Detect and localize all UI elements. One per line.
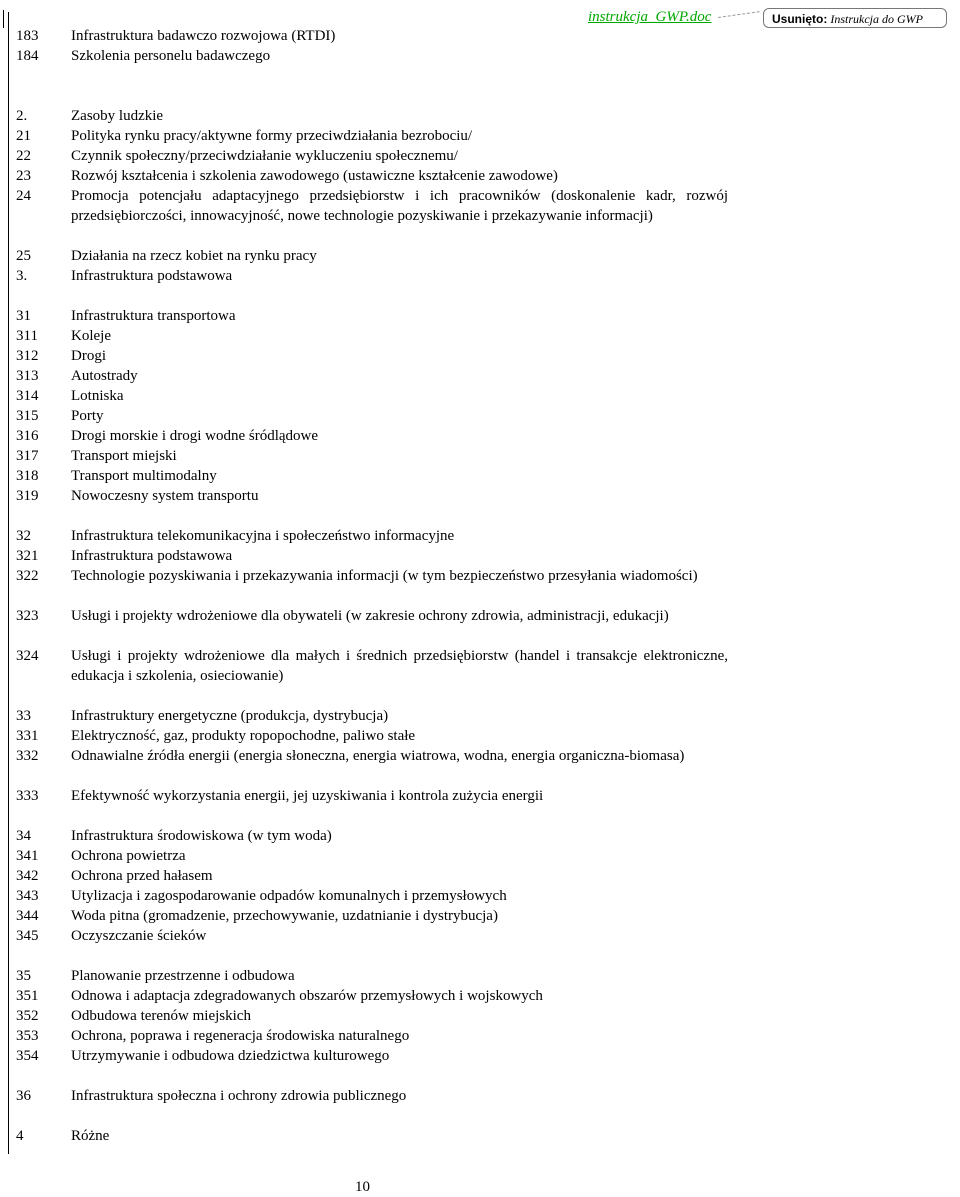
item-label: Infrastruktury energetyczne (produkcja, dystrybucja) bbox=[71, 708, 389, 724]
item-code: 322 bbox=[16, 568, 39, 584]
item-code: 354 bbox=[16, 1048, 39, 1064]
item-code: 343 bbox=[16, 888, 39, 904]
item-code: 32 bbox=[16, 528, 31, 544]
item-label: Infrastruktura środowiskowa (w tym woda) bbox=[71, 828, 332, 844]
item-label: Infrastruktura badawczo rozwojowa (RTDI) bbox=[71, 28, 336, 44]
revision-balloon-kind: Usunięto: bbox=[772, 12, 828, 26]
item-label: Rozwój kształcenia i szkolenia zawodowego (ustawiczne kształcenie zawodowe) bbox=[71, 168, 558, 184]
item-label: Działania na rzecz kobiet na rynku pracy bbox=[71, 248, 317, 264]
item-label: Autostrady bbox=[71, 368, 138, 384]
item-label: Koleje bbox=[71, 328, 111, 344]
item-label: Porty bbox=[71, 408, 104, 424]
item-label: Nowoczesny system transportu bbox=[71, 488, 259, 504]
item-label: Ochrona, poprawa i regeneracja środowiska naturalnego bbox=[71, 1028, 410, 1044]
item-label: Planowanie przestrzenne i odbudowa bbox=[71, 968, 295, 984]
page-number: 10 bbox=[355, 1179, 370, 1195]
item-code: 2. bbox=[16, 108, 28, 124]
item-label: Lotniska bbox=[71, 388, 124, 404]
item-code: 316 bbox=[16, 428, 39, 444]
item-code: 333 bbox=[16, 788, 39, 804]
item-code: 315 bbox=[16, 408, 39, 424]
item-code: 319 bbox=[16, 488, 39, 504]
item-code: 3. bbox=[16, 268, 28, 284]
item-label: Technologie pozyskiwania i przekazywania informacji (w tym bezpieczeństwo przesyłania wiadomości) bbox=[71, 568, 698, 584]
item-code: 23 bbox=[16, 168, 31, 184]
item-label: Czynnik społeczny/przeciwdziałanie wykluczeniu społecznemu/ bbox=[71, 148, 458, 164]
item-label: Infrastruktura telekomunikacyjna i społeczeństwo informacyjne bbox=[71, 528, 455, 544]
item-code: 314 bbox=[16, 388, 39, 404]
item-code: 34 bbox=[16, 828, 31, 844]
item-label: Elektryczność, gaz, produkty ropopochodne, paliwo stałe bbox=[71, 728, 416, 744]
item-code: 324 bbox=[16, 648, 39, 664]
item-code: 183 bbox=[16, 28, 39, 44]
item-label: Oczyszczanie ścieków bbox=[71, 928, 207, 944]
item-code: 36 bbox=[16, 1088, 31, 1104]
item-code: 35 bbox=[16, 968, 31, 984]
item-code: 351 bbox=[16, 988, 39, 1004]
item-label: Woda pitna (gromadzenie, przechowywanie, uzdatnianie i dystrybucja) bbox=[71, 908, 498, 924]
item-code: 313 bbox=[16, 368, 39, 384]
item-code: 318 bbox=[16, 468, 39, 484]
item-code: 22 bbox=[16, 148, 31, 164]
item-code: 321 bbox=[16, 548, 39, 564]
item-code: 4 bbox=[16, 1128, 24, 1144]
item-label: Usługi i projekty wdrożeniowe dla obywateli (w zakresie ochrony zdrowia, administracji, edukacji) bbox=[71, 608, 669, 624]
item-code: 323 bbox=[16, 608, 39, 624]
item-label: Odbudowa terenów miejskich bbox=[71, 1008, 251, 1024]
item-code: 31 bbox=[16, 308, 31, 324]
item-label: Infrastruktura społeczna i ochrony zdrowia publicznego bbox=[71, 1088, 407, 1104]
item-code: 345 bbox=[16, 928, 39, 944]
item-code: 21 bbox=[16, 128, 31, 144]
item-code: 312 bbox=[16, 348, 39, 364]
item-label: Szkolenia personelu badawczego bbox=[71, 48, 271, 64]
item-code: 353 bbox=[16, 1028, 39, 1044]
item-code: 341 bbox=[16, 848, 39, 864]
item-label: Różne bbox=[71, 1128, 110, 1144]
item-code: 344 bbox=[16, 908, 39, 924]
item-label: Ochrona przed hałasem bbox=[71, 868, 213, 884]
item-label: Infrastruktura podstawowa bbox=[71, 268, 233, 284]
item-label: Drogi bbox=[71, 348, 106, 364]
item-code: 352 bbox=[16, 1008, 39, 1024]
item-code: 184 bbox=[16, 48, 39, 64]
item-label: Odnowa i adaptacja zdegradowanych obszarów przemysłowych i wojskowych bbox=[71, 988, 543, 1004]
item-label: Transport miejski bbox=[71, 448, 177, 464]
revision-document-link[interactable]: instrukcja_GWP.doc bbox=[588, 9, 712, 25]
item-code: 317 bbox=[16, 448, 39, 464]
item-code: 24 bbox=[16, 188, 31, 204]
item-label: Utrzymywanie i odbudowa dziedzictwa kulturowego bbox=[71, 1048, 390, 1064]
item-label: Zasoby ludzkie bbox=[71, 108, 164, 124]
item-label: Efektywność wykorzystania energii, jej uzyskiwania i kontrola zużycia energii bbox=[71, 788, 544, 804]
item-label: Odnawialne źródła energii (energia słoneczna, energia wiatrowa, wodna, energia organiczna-biomasa) bbox=[71, 748, 685, 764]
item-label: Usługi i projekty wdrożeniowe dla małych i średnich przedsiębiorstw (handel i transakcje elektroniczne, edukacja i szkolenia, osieciowanie) bbox=[71, 648, 728, 684]
revision-balloon-text: Instrukcja do GWP bbox=[830, 12, 923, 26]
item-label: Transport multimodalny bbox=[71, 468, 217, 484]
item-code: 342 bbox=[16, 868, 39, 884]
item-code: 332 bbox=[16, 748, 39, 764]
item-label: Promocja potencjału adaptacyjnego przedsiębiorstw i ich pracowników (doskonalenie kadr, rozwój przedsiębiorczości, innowacyjność, nowe technologie pozyskiwanie i przekazywanie informacji) bbox=[71, 188, 728, 224]
item-code: 311 bbox=[16, 328, 38, 344]
item-code: 33 bbox=[16, 708, 31, 724]
item-label: Ochrona powietrza bbox=[71, 848, 186, 864]
item-label: Infrastruktura podstawowa bbox=[71, 548, 233, 564]
item-label: Polityka rynku pracy/aktywne formy przeciwdziałania bezrobociu/ bbox=[71, 128, 473, 144]
item-code: 331 bbox=[16, 728, 39, 744]
item-label: Drogi morskie i drogi wodne śródlądowe bbox=[71, 428, 319, 444]
item-label: Utylizacja i zagospodarowanie odpadów komunalnych i przemysłowych bbox=[71, 888, 507, 904]
item-code: 25 bbox=[16, 248, 31, 264]
item-label: Infrastruktura transportowa bbox=[71, 308, 236, 324]
